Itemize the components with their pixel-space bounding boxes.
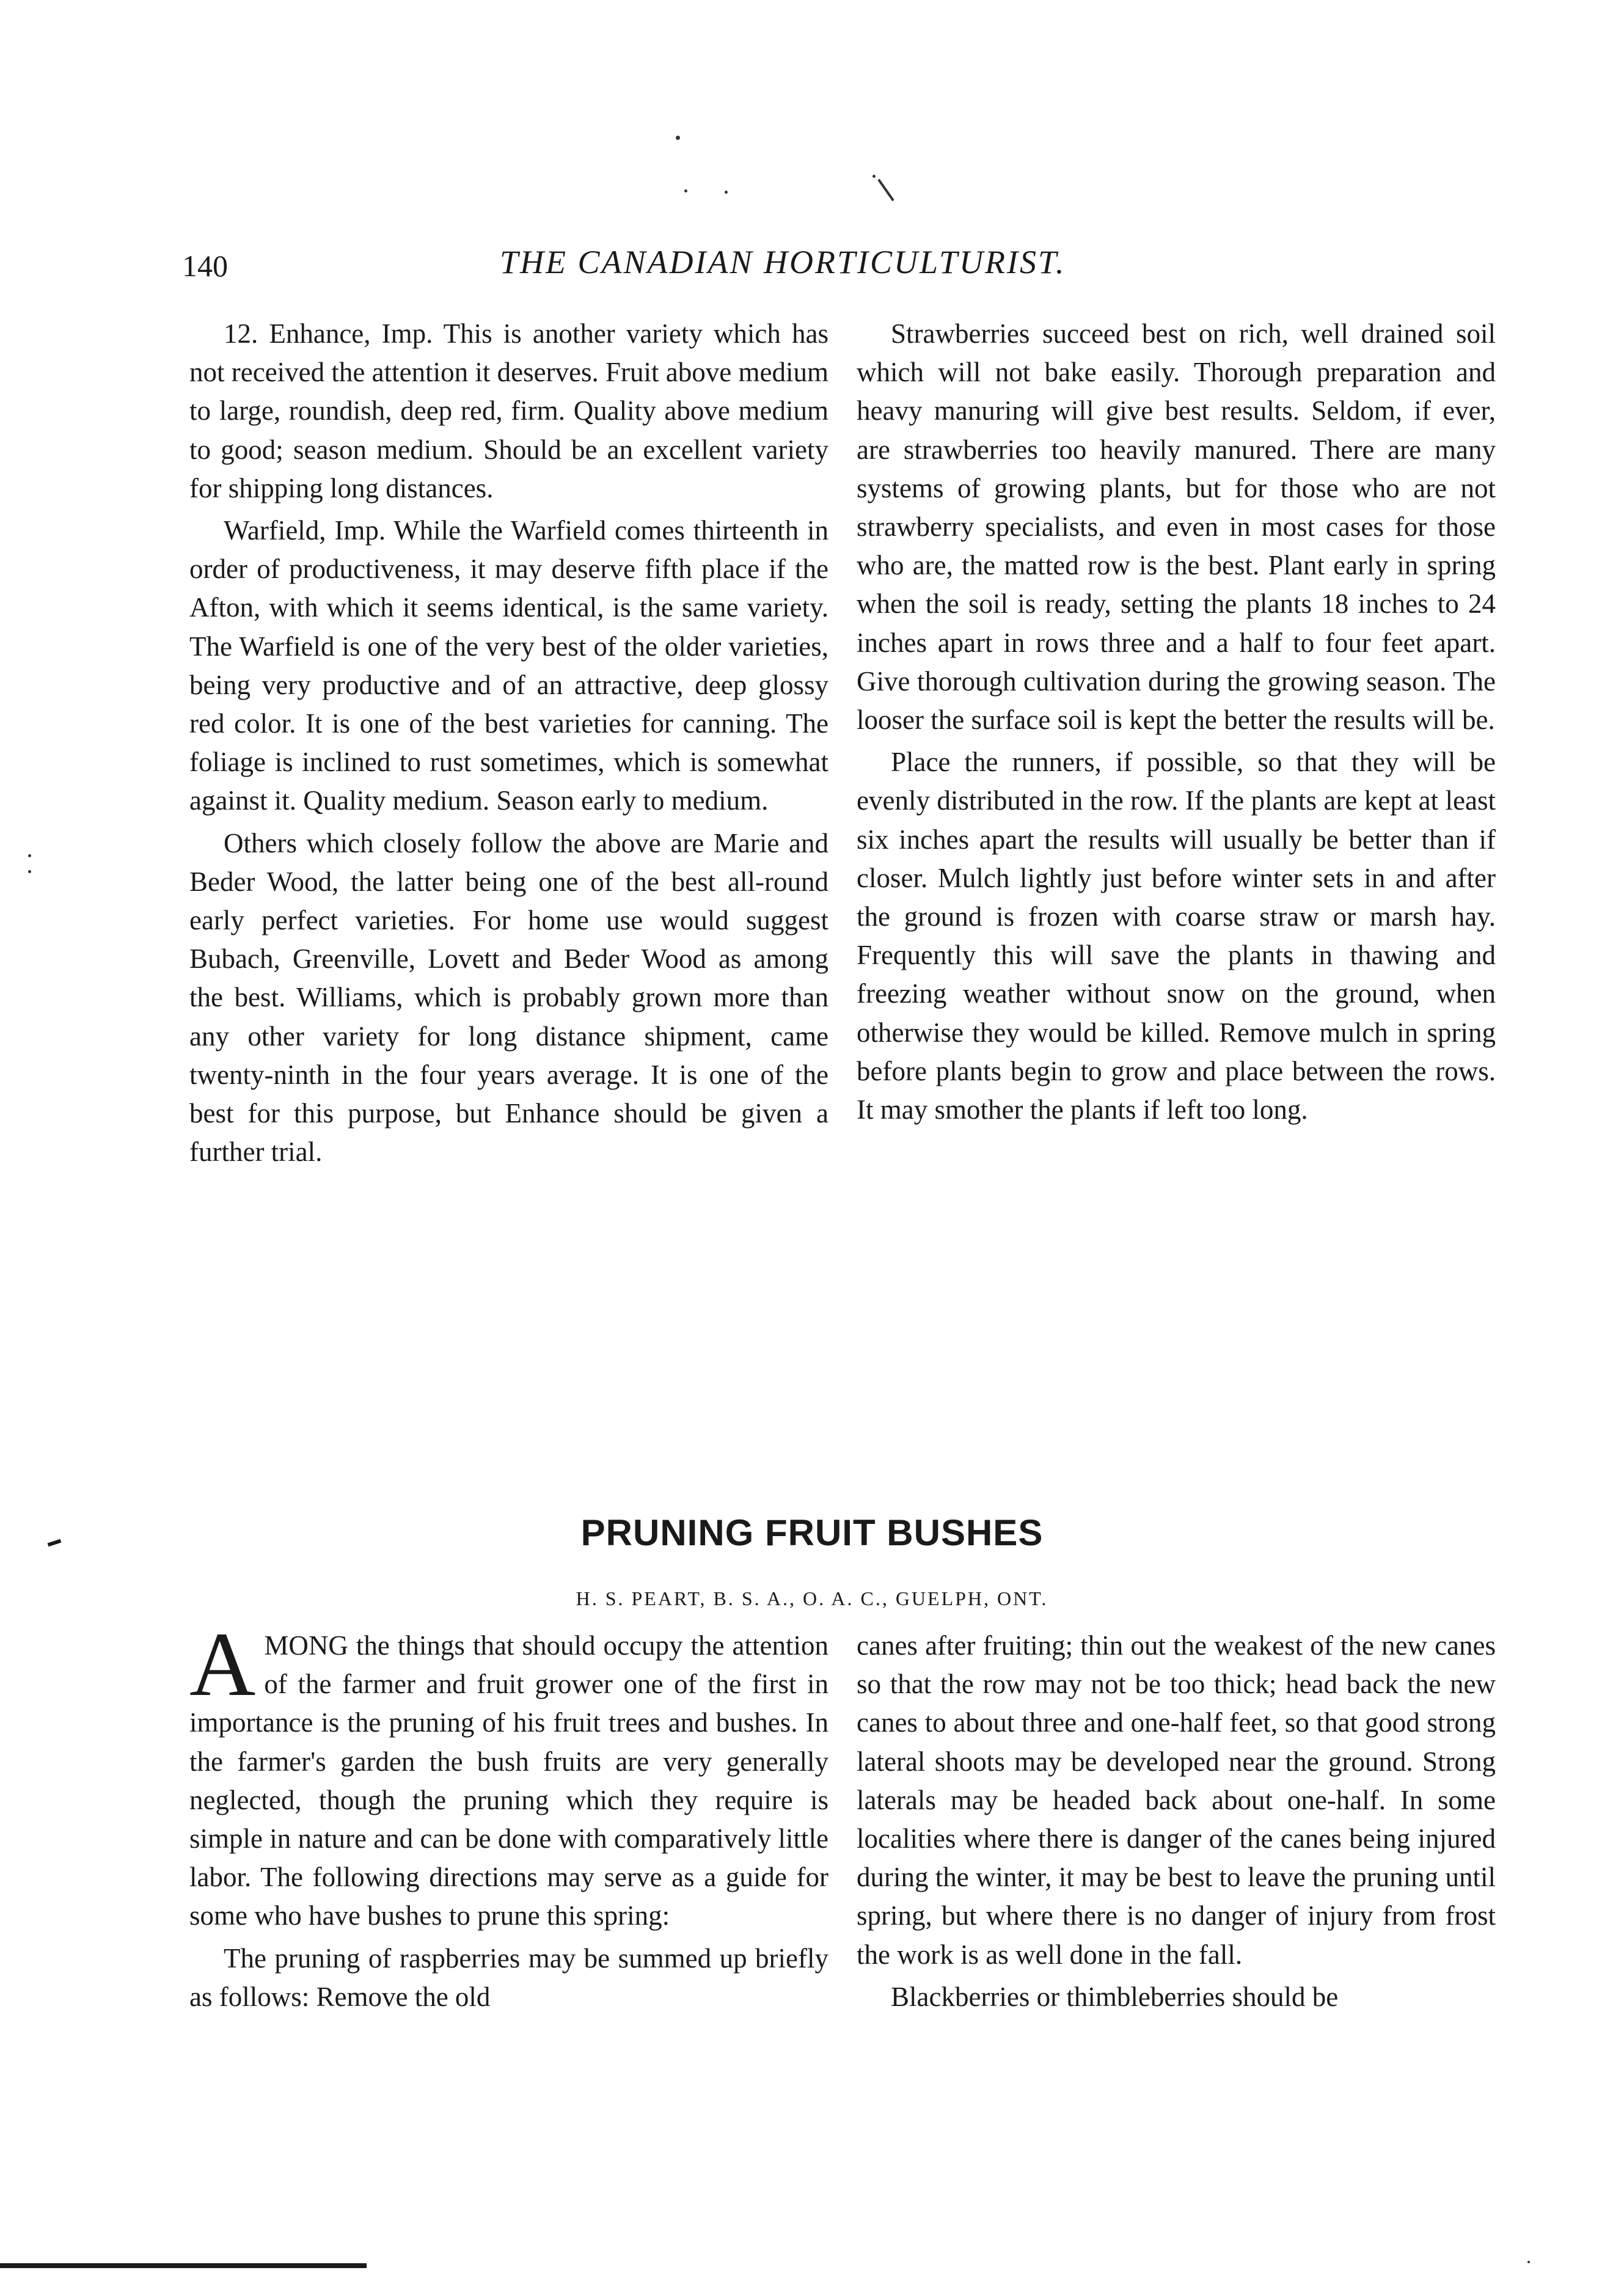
column-top-left <box>189 315 828 1171</box>
scan-speck <box>28 870 31 873</box>
article-byline: H. S. PEART, B. S. A., O. A. C., GUELPH, ONT. <box>576 1587 1048 1609</box>
paragraph-runners: Place the runners, if possible, so that they will be evenly distributed in the row. If the plants are kept at least six inches apart the results will usually be better than if closer. Mulch lightly just before winter sets in and after the ground is frozen with coarse straw or marsh hay. Frequently this will save the plants in thawing and freezing weather without snow on the ground, when otherwise they would be killed. Remove mulch in spring before plants begin to grow and place between the rows. It may smother the plants if left too long. <box>857 747 1496 1126</box>
scan-speck <box>684 189 687 192</box>
scan-speck <box>1527 2261 1530 2263</box>
scan-speck <box>872 175 876 178</box>
bottom-rule <box>0 2263 367 2268</box>
paragraph-intro-text: MONG the things that should occupy the attention of the farmer and fruit grower one of the first in importance is the pruning of his fruit trees and bushes. In the farmer's garden the bush fruits are very generally neglected, though the pruning which they require is simple in nature and can be done with comparatively little labor. The following directions may serve as a guide for some who have bushes to prune this spring: <box>189 1630 828 1931</box>
scan-mark <box>877 179 894 202</box>
paragraph-raspberries: The pruning of raspberries may be summed up briefly as follows: Remove the old <box>189 1942 828 2012</box>
column-bottom-left <box>189 1614 828 2016</box>
article-title: PRUNING FRUIT BUSHES <box>580 1512 1044 1553</box>
scan-speck <box>28 854 31 857</box>
journal-title: THE CANADIAN HORTICULTURIST. <box>500 244 1066 280</box>
drop-cap: A <box>189 1614 256 1715</box>
paragraph-enhance: 12. Enhance, Imp. This is another variety which has not received the attention it deserves. Fruit above medium to large, roundish, deep red, firm. Quality above medium to good; season medium. Should be an excellent variety for shipping long distances. <box>189 318 828 503</box>
paragraph-strawberry-soil: Strawberries succeed best on rich, well drained soil which will not bake easily. Thorough preparation and heavy manuring will give best results. Seldom, if ever, are strawberries too heavily manured. There are many systems of growing plants, but for those who are not strawberry specialists, and even in most cases for those who are, the matted row is the best. Plant early in spring when the soil is ready, setting the plants 18 inches to 24 inches apart in rows three and a half to four feet apart. Give thorough cultivation during the growing season. The looser the surface soil is kept the better the results will be. <box>857 318 1496 736</box>
paragraph-blackberries: Blackberries or thimbleberries should be <box>891 1981 1339 2012</box>
running-head <box>0 243 1624 286</box>
paragraph-warfield: Warfield, Imp. While the Warfield comes thirteenth in order of productiveness, it may deserve fifth place if the Afton, with which it seems identical, is the same variety. The Warfield is one of the very best of the older varieties, being very productive and of an attractive, deep glossy red color. It is one of the best varieties for canning. The foliage is inclined to rust sometimes, which is somewhat against it. Quality medium. Season early to medium. <box>189 515 828 816</box>
paragraph-intro <box>189 1614 828 1936</box>
column-bottom-right <box>857 1627 1496 2016</box>
scan-speck <box>725 191 728 194</box>
column-top-right <box>857 315 1496 1129</box>
page-number: 140 <box>182 249 228 283</box>
scan-speck <box>676 136 680 140</box>
paragraph-others: Others which closely follow the above are Marie and Beder Wood, the latter being one of the best all-round early perfect varieties. For home use would suggest Bubach, Greenville, Lovett and Beder Wood as among the best. Williams, which is probably grown more than any other variety for long distance shipment, came twenty-ninth in the four years average. It is one of the best for this purpose, but Enhance should be given a further trial. <box>189 827 828 1168</box>
paragraph-canes: canes after fruiting; thin out the weakest of the new canes so that the row may not be too thick; head back the new canes to about three and one-half feet, so that good strong lateral shoots may be developed near the ground. Strong laterals may be headed back about one-half. In some localities where there is danger of the canes being injured during the winter, it may be best to leave the pruning until spring, but where there is no danger of injury from frost the work is as well done in the fall. <box>857 1630 1496 1970</box>
